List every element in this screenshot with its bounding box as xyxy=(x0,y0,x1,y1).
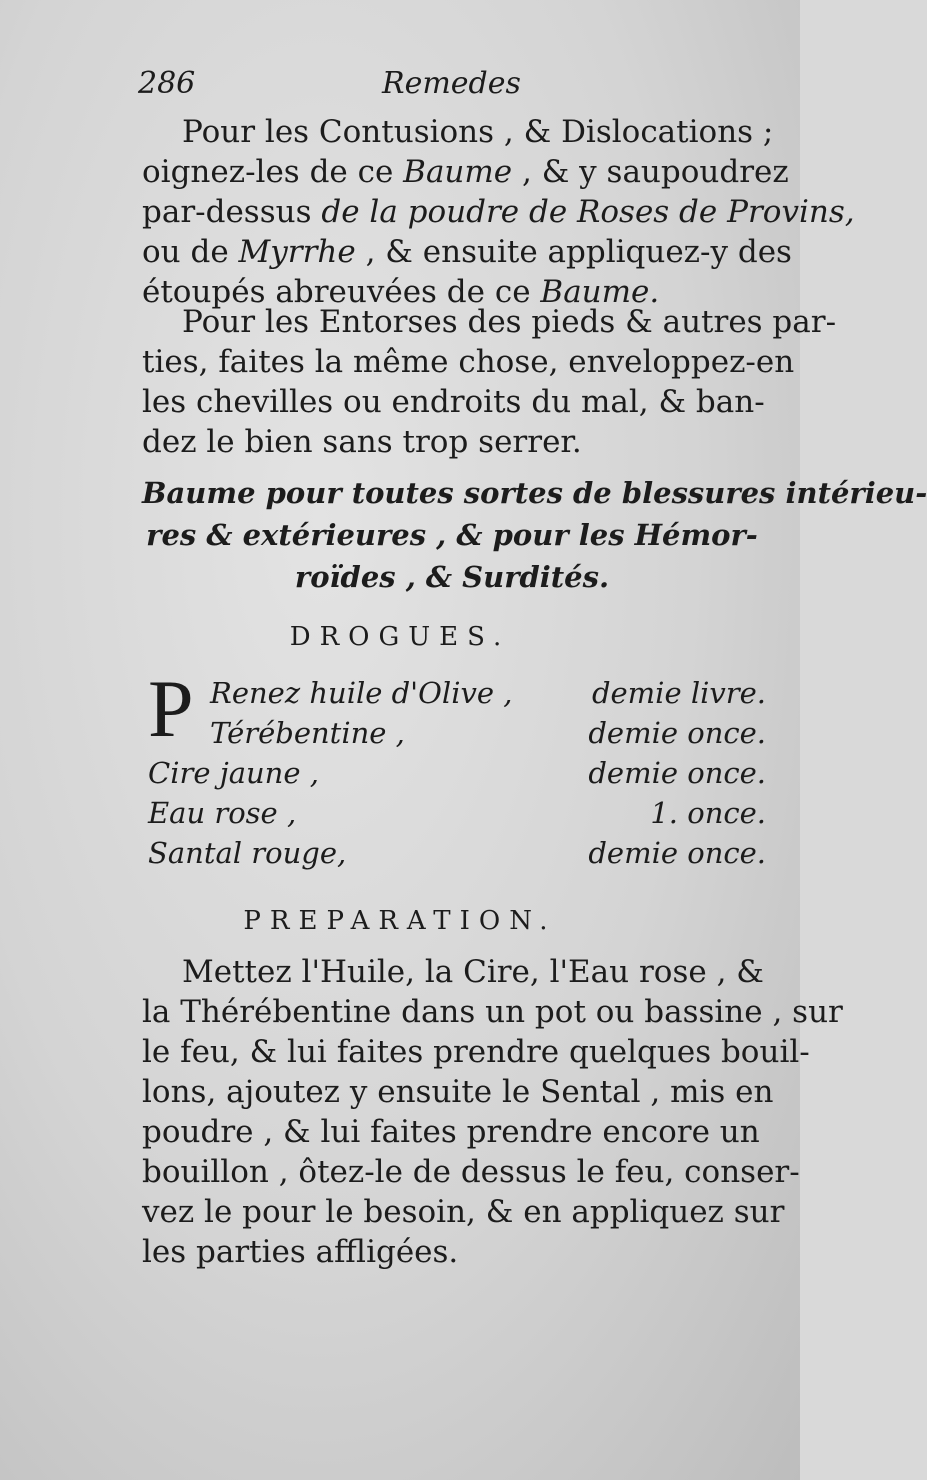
paragraph-contusions xyxy=(142,112,855,312)
text-line: le feu, & lui faites prendre quelques bouil- xyxy=(142,1034,810,1070)
text-line: dez le bien sans trop serrer. xyxy=(142,424,582,460)
ingredient-quantity: demie once. xyxy=(588,756,766,790)
ingredient-name: Cire jaune , xyxy=(148,756,319,790)
text-line: bouillon , ôtez-le de dessus le feu, conser- xyxy=(142,1154,800,1190)
paragraph-entorses xyxy=(142,302,837,462)
running-head: Remedes xyxy=(382,66,521,101)
ingredient-row xyxy=(148,796,766,836)
ingredient-row xyxy=(148,676,766,716)
ingredient-name: Térébentine , xyxy=(210,716,405,750)
text-line: étoupés abreuvées de ce Baume. xyxy=(142,274,660,310)
ingredient-quantity: demie livre. xyxy=(591,676,766,710)
drogues-heading: DROGUES. xyxy=(289,622,511,652)
text-line: vez le pour le besoin, & en appliquez sur xyxy=(142,1194,785,1230)
ingredient-row xyxy=(148,716,766,756)
ingredient-name: Eau rose , xyxy=(148,796,297,830)
preparation-heading: PREPARATION. xyxy=(243,906,557,936)
recipe-title-line: Baume pour toutes sortes de blessures intérieu- xyxy=(142,476,927,510)
recipe-title-line: res & extérieures , & pour les Hémor- xyxy=(146,518,758,552)
ingredient-row xyxy=(148,836,766,876)
paragraph-preparation xyxy=(142,952,843,1272)
recipe-title xyxy=(142,472,927,598)
ingredient-quantity: demie once. xyxy=(588,836,766,870)
text-line: poudre , & lui faites prendre encore un xyxy=(142,1114,760,1150)
ingredient-quantity: demie once. xyxy=(588,716,766,750)
text-line: oignez-les de ce Baume , & y saupoudrez xyxy=(142,154,789,190)
ingredient-row xyxy=(148,756,766,796)
ingredient-name: Renez huile d'Olive , xyxy=(210,676,513,710)
recipe-title-line: roïdes , & Surdités. xyxy=(294,560,610,594)
text-line: lons, ajoutez y ensuite le Sental , mis en xyxy=(142,1074,774,1110)
drop-cap: P xyxy=(148,663,194,754)
text-line: la Thérébentine dans un pot ou bassine , sur xyxy=(142,994,843,1030)
page-number: 286 xyxy=(138,66,196,101)
text-line: Mettez l'Huile, la Cire, l'Eau rose , & xyxy=(182,954,764,990)
text-line: par-dessus de la poudre de Roses de Provins, xyxy=(142,194,855,230)
ingredient-name: Santal rouge, xyxy=(148,836,347,870)
text-line: Pour les Contusions , & Dislocations ; xyxy=(182,114,774,150)
text-line: les chevilles ou endroits du mal, & ban- xyxy=(142,384,765,420)
text-line: ties, faites la même chose, enveloppez-en xyxy=(142,344,795,380)
ingredient-quantity: 1. once. xyxy=(650,796,766,830)
page-header xyxy=(138,66,720,106)
text-line: ou de Myrrhe , & ensuite appliquez-y des xyxy=(142,234,792,270)
text-line: les parties affligées. xyxy=(142,1234,459,1270)
text-line: Pour les Entorses des pieds & autres par- xyxy=(182,304,837,340)
